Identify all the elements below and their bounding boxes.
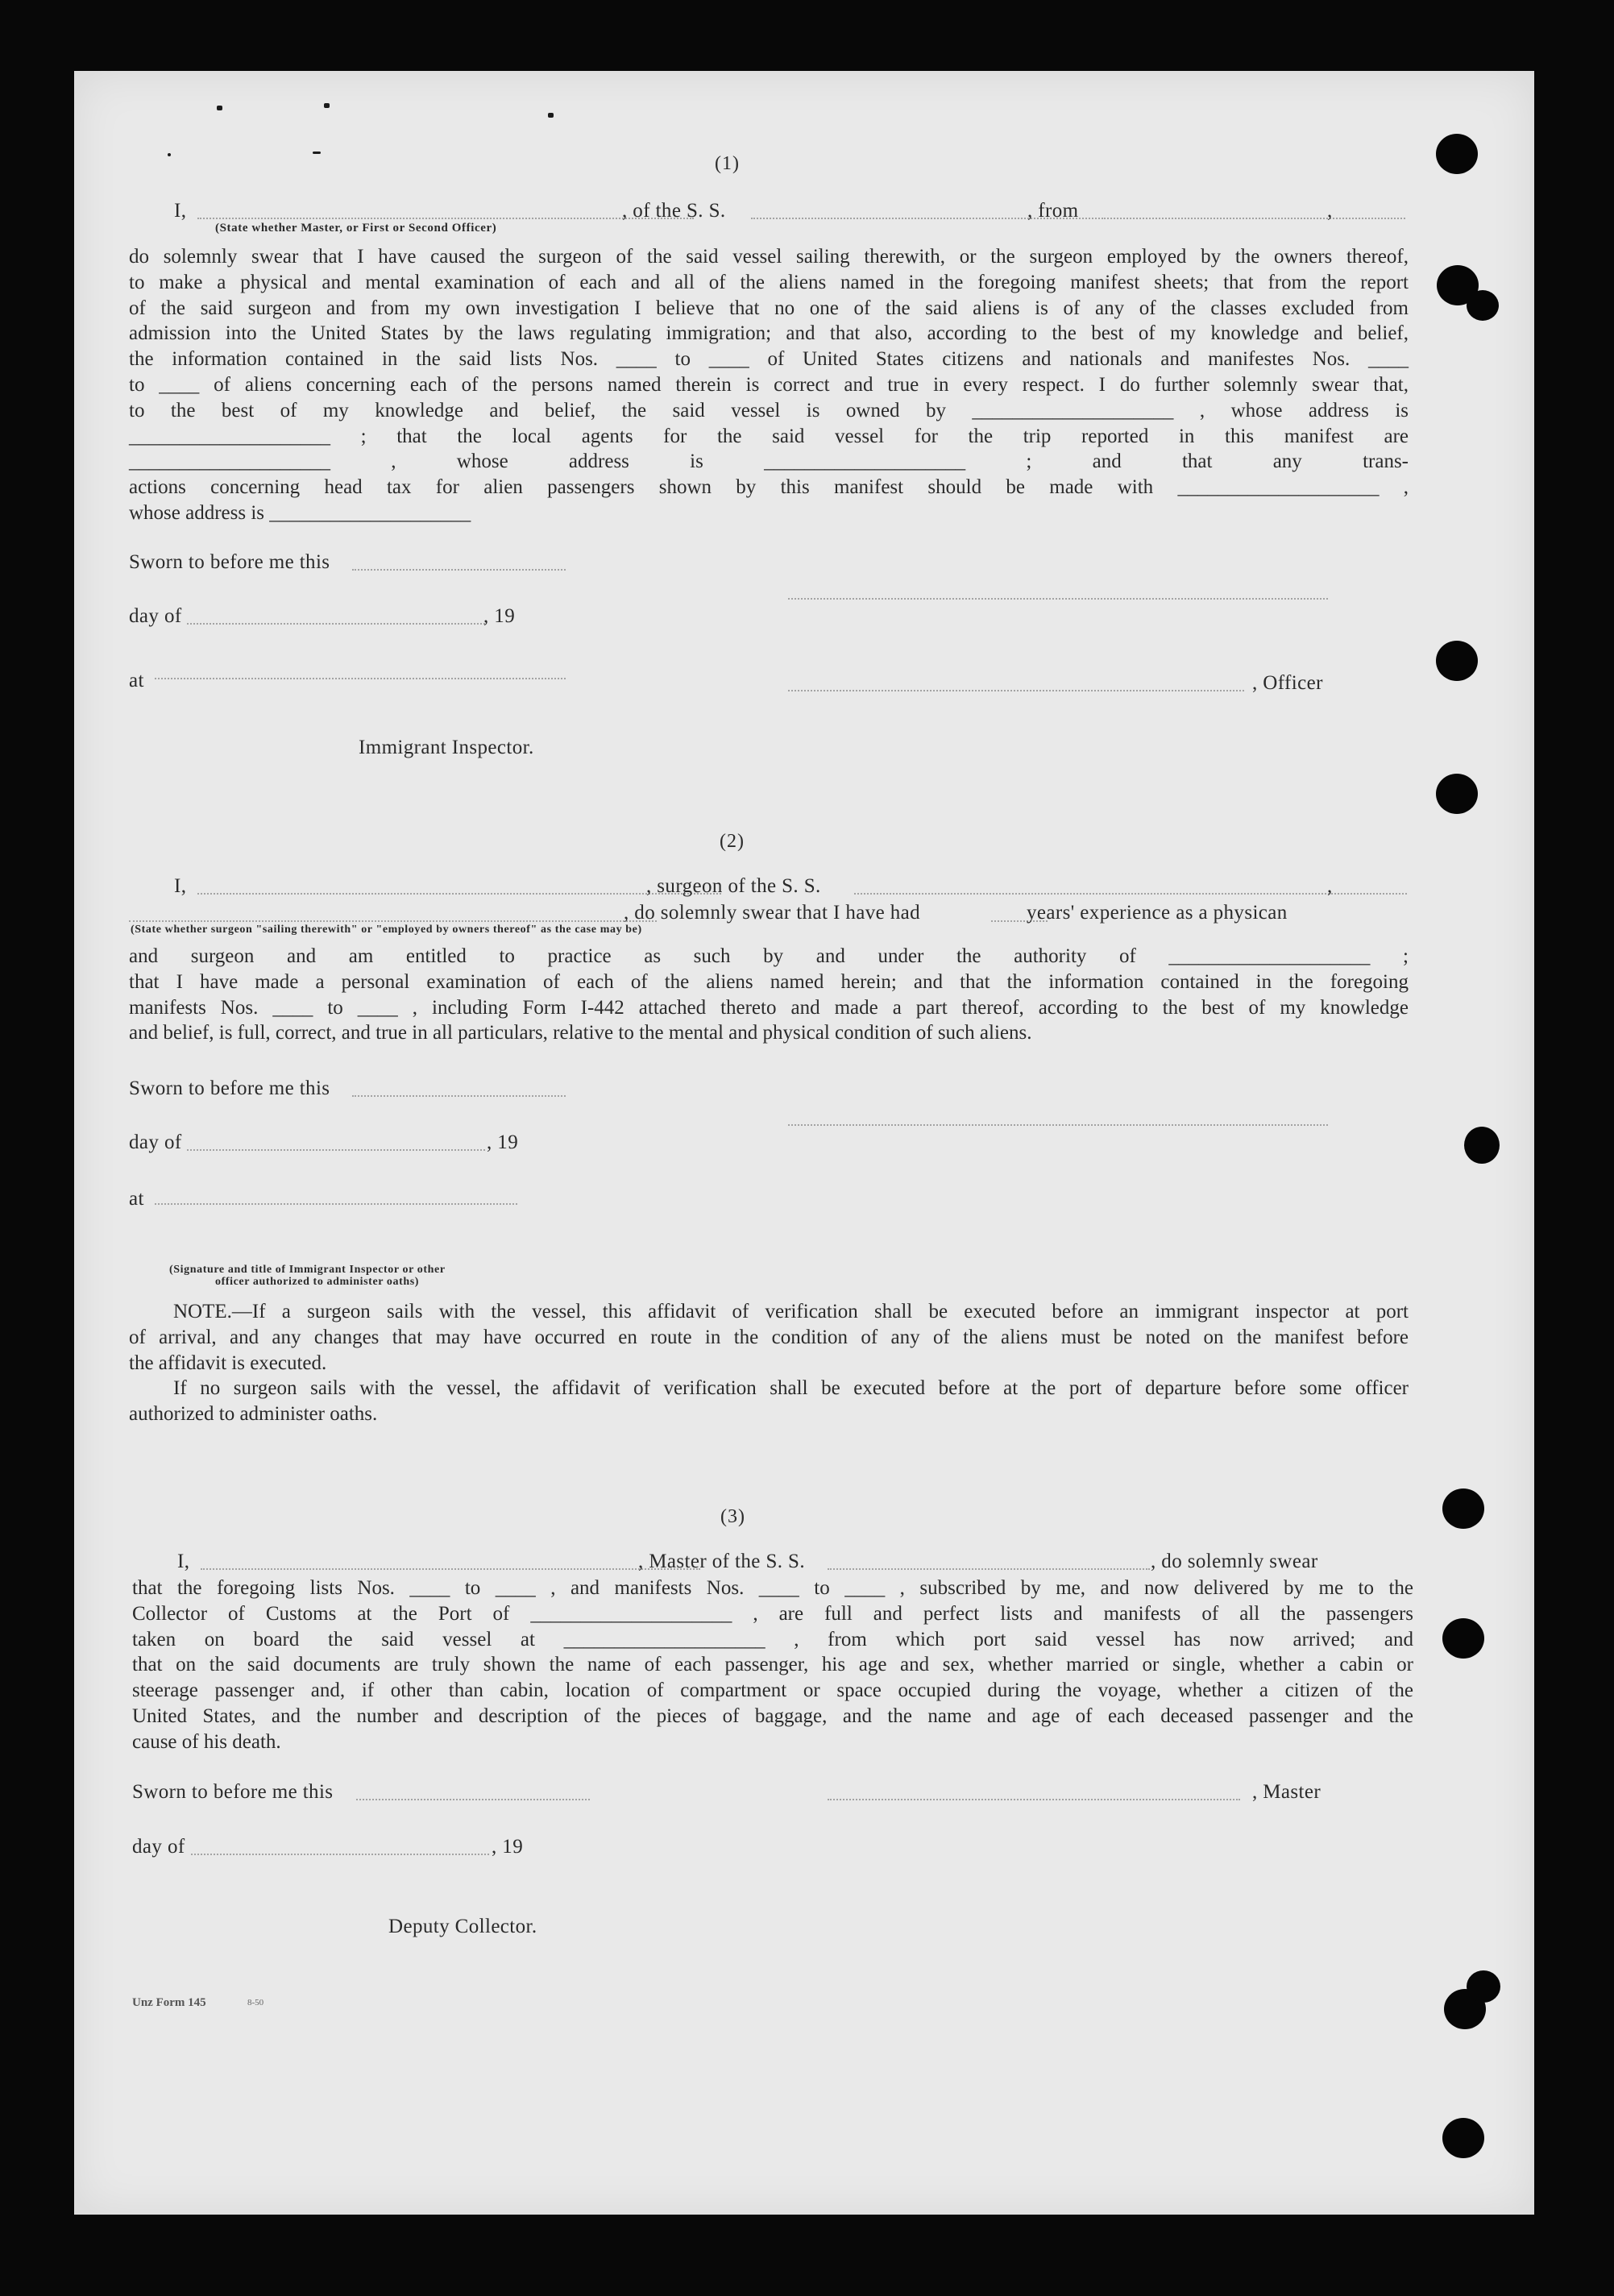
s1-line: to the best of my knowledge and belief, the said vessel is owned by ____________________ , whose address is [129,399,1409,421]
punch-hole [1442,2118,1484,2158]
s3-master-of-ss: , Master of the S. S. [638,1551,805,1572]
section-3-paragraph [132,1576,1413,1755]
s1-line: of the said surgeon and from my own investigation I believe that no one of the said aliens is of any of the classes excluded from [129,297,1409,319]
s1-line: do solemnly swear that I have caused the surgeon of the said vessel sailing therewith, or the surgeon employed by the owners thereof, [129,246,1409,268]
s2-signature-caption-1: (Signature and title of Immigrant Inspector or other [169,1264,446,1276]
s1-line: to ____ of aliens concerning each of the persons named therein is correct and true in every respect. I do further solemnly swear that, [129,373,1409,396]
s3-nineteen: , 19 [492,1836,524,1858]
s3-line: that on the said documents are truly shown the name of each passenger, his age and sex, whether married or single, whether a cabin or [132,1654,1413,1676]
form-code: 8-50 [247,1998,264,2007]
s3-line: United States, and the number and description of the pieces of baggage, and the name and age of each deceased passenger and the [132,1704,1413,1727]
s1-line: the information contained in the said lists Nos. ____ to ____ of United States citizens and nationals and manifestes Nos. ____ [129,348,1409,371]
punch-hole [1442,1488,1484,1529]
s3-sworn: Sworn to before me this [132,1781,334,1803]
s2-years: years' experience as a physican [1027,902,1288,924]
section-1-paragraph [129,244,1409,526]
s1-from: , from [1027,200,1079,222]
s3-line: steerage passenger and, if other than cabin, location of compartment or space occupied during the voyage, whether a citizen of the [132,1679,1413,1702]
section-3-number: (3) [720,1506,745,1527]
s3-i: I, [177,1551,190,1572]
punch-hole [1436,774,1478,814]
s3-line: that the foregoing lists Nos. ____ to ____ , and manifests Nos. ____ to ____ , subscribed by me, and now delivered by me to the [132,1577,1413,1599]
s2-line: that I have made a personal examination of each of the aliens named herein; and that the information contained in the foregoing [129,970,1409,993]
s3-swear: , do solemnly swear [1151,1551,1318,1572]
punch-hole [1467,1970,1500,2003]
note-paragraph [129,1299,1409,1427]
s3-master: , Master [1252,1781,1321,1803]
s1-i: I, [174,200,187,222]
s2-swear: , do solemnly swear that I have had [624,902,921,924]
s1-at: at [129,670,144,691]
s1-nineteen: , 19 [483,605,516,627]
s1-line: ____________________ ; that the local agents for the said vessel for the trip reported in this manifest are [129,425,1409,447]
s1-of-ss: , of the S. S. [622,200,726,222]
s1-sworn: Sworn to before me this [129,551,330,573]
section-1-number: (1) [715,153,740,174]
s2-surgeon-of-ss: , surgeon of the S. S. [646,875,821,897]
note-line: of arrival, and any changes that may have occurred en route in the condition of any of the aliens must be noted on the manifest before [129,1326,1409,1348]
s2-signature-caption-2: officer authorized to administer oaths) [215,1276,420,1288]
punch-hole [1467,290,1499,321]
s1-caption: (State whether Master, or First or Second Officer) [215,222,497,235]
form-number: Unz Form 145 [132,1996,206,2009]
document-page: (1) I, , of the S. S. , from , (State whether Master, or First or Second Officer) do solemnly swear that I have caused the surgeon of the said vessel sailing therewith, or the surgeon employed by the owners thereof, to make a physical and mental examination of each and all of the aliens named in the foregoing manifest sheets; that from the report of the said surgeon and from my own investigation I believe that no one of the said aliens is of any of the classes excluded from admission into the United States by the laws regulating immigration; and that also, according to the best of my knowledge and belief, the information contained in the said lists Nos. ____ to ____ of United States citizens and nationals and manifestes Nos. ____ to ____ of aliens concerning each of the persons named therein is correct and true in every respect. I do further solemnly swear that, to the best of my knowledge and belief, the said vessel is owned by ____________________ , whose address is ____________________ ; that the local agents for the said vessel for the trip reported in this manifest are ____________________ , whose address is ____________________ ; and that any trans- actions concerning head tax for alien passengers shown by this manifest should be made with ____________________ , whose address is ____________________ Sworn to before me this day of , 19 at , Officer Immigrant Inspector. (2) I, , surgeon of the S. S. , , do solemnly swear that I have had years' experience as a physican (State whether surgeon "sailing therewith" or "employed by owners thereof" as the case may be) and surgeon and am entitled to practice as such by and under the authority of ____________________ ; that I have made a personal examination of each of the aliens named herein; and that the information contained in the foregoing manifests Nos. ____ to ____ , including Form I-442 attached thereto and made a part thereof, according to the best of my knowledge and belief, is full, correct, and true in all particulars, relative to the mental and physical condition of such aliens. Sworn to before me this day of , 19 at (Signature and title of Immigrant Inspector or other officer authorized to administer oaths) NOTE.—If a surgeon sails with the vessel, this affidavit of verification shall be executed before an immigrant inspector at port of arrival, and any changes that may have occurred en route in the condition of any of the aliens must be noted on the manifest before the affidavit is executed. If no surgeon sails with the vessel, the affidavit of verification shall be executed before at the port of departure before some officer authorized to administer oaths. (3) I, , Master of the S. S. , do solemnly swear that the foregoing lists Nos. ____ to ____ , and manifests Nos. ____ to ____ , subscribed by me, and now delivered by me to the Collector of Customs at the Port of ____________________ , are full and perfect lists and manifests of all the passengers taken on board the said vessel at ____________________ , from which port said vessel has now arrived; and that on the said documents are truly shown the name of each passenger, his age and sex, whether married or single, whether a cabin or steerage passenger and, if other than cabin, location of compartment or space occupied during the voyage, whether a citizen of the United States, and the number and description of the pieces of baggage, and the name and age of each deceased passenger and the cause of his death. Sworn to before me this , Master day of , 19 Deputy Collector. Unz Form 145 8-50 [74,71,1534,2215]
s1-day-of: day of [129,605,182,627]
s3-line: cause of his death. [132,1730,281,1753]
s2-day-of: day of [129,1131,182,1153]
s3-line: Collector of Customs at the Port of ____________________ , are full and perfect lists and manifests of all the passengers [132,1602,1413,1625]
punch-hole [1442,1618,1484,1659]
s1-line: whose address is ____________________ [129,501,471,524]
section-2-paragraph [129,944,1409,1046]
s2-line: and belief, is full, correct, and true in all particulars, relative to the mental and physical condition of such aliens. [129,1022,1032,1044]
note-line: If no surgeon sails with the vessel, the affidavit of verification shall be executed before at the port of departure before some officer [173,1377,1409,1400]
s2-line: and surgeon and am entitled to practice as such by and under the authority of ____________________ ; [129,945,1409,967]
s1-line: admission into the United States by the laws regulating immigration; and that also, according to the best of my knowledge and belief, [129,322,1409,345]
section-2-number: (2) [720,831,745,852]
s2-caption: (State whether surgeon "sailing therewith" or "employed by owners thereof" as the case may be) [131,924,642,936]
s3-line: taken on board the said vessel at ____________________ , from which port said vessel has now arrived; and [132,1628,1413,1650]
s1-line: ____________________ , whose address is ____________________ ; and that any trans- [129,450,1409,473]
s2-sworn: Sworn to before me this [129,1077,330,1099]
punch-hole [1436,134,1478,174]
s3-deputy: Deputy Collector. [388,1916,537,1937]
s2-i: I, [174,875,187,897]
s2-nineteen: , 19 [487,1131,519,1153]
s1-inspector: Immigrant Inspector. [359,737,534,758]
s3-day-of: day of [132,1836,185,1858]
note-line: the affidavit is executed. [129,1351,327,1374]
note-line: authorized to administer oaths. [129,1403,378,1426]
s2-line: manifests Nos. ____ to ____ , including Form I-442 attached thereto and made a part thereof, according to the best of my knowledge [129,996,1409,1019]
s2-at: at [129,1188,144,1210]
punch-hole [1464,1127,1500,1164]
note-line: NOTE.—If a surgeon sails with the vessel, this affidavit of verification shall be executed before an immigrant inspector at port [173,1301,1409,1322]
punch-hole [1436,641,1478,681]
s1-line: actions concerning head tax for alien passengers shown by this manifest should be made with ____________________ , [129,476,1409,499]
s1-line: to make a physical and mental examination of each and all of the aliens named in the foregoing manifest sheets; that from the report [129,271,1409,293]
s1-officer: , Officer [1252,672,1323,694]
